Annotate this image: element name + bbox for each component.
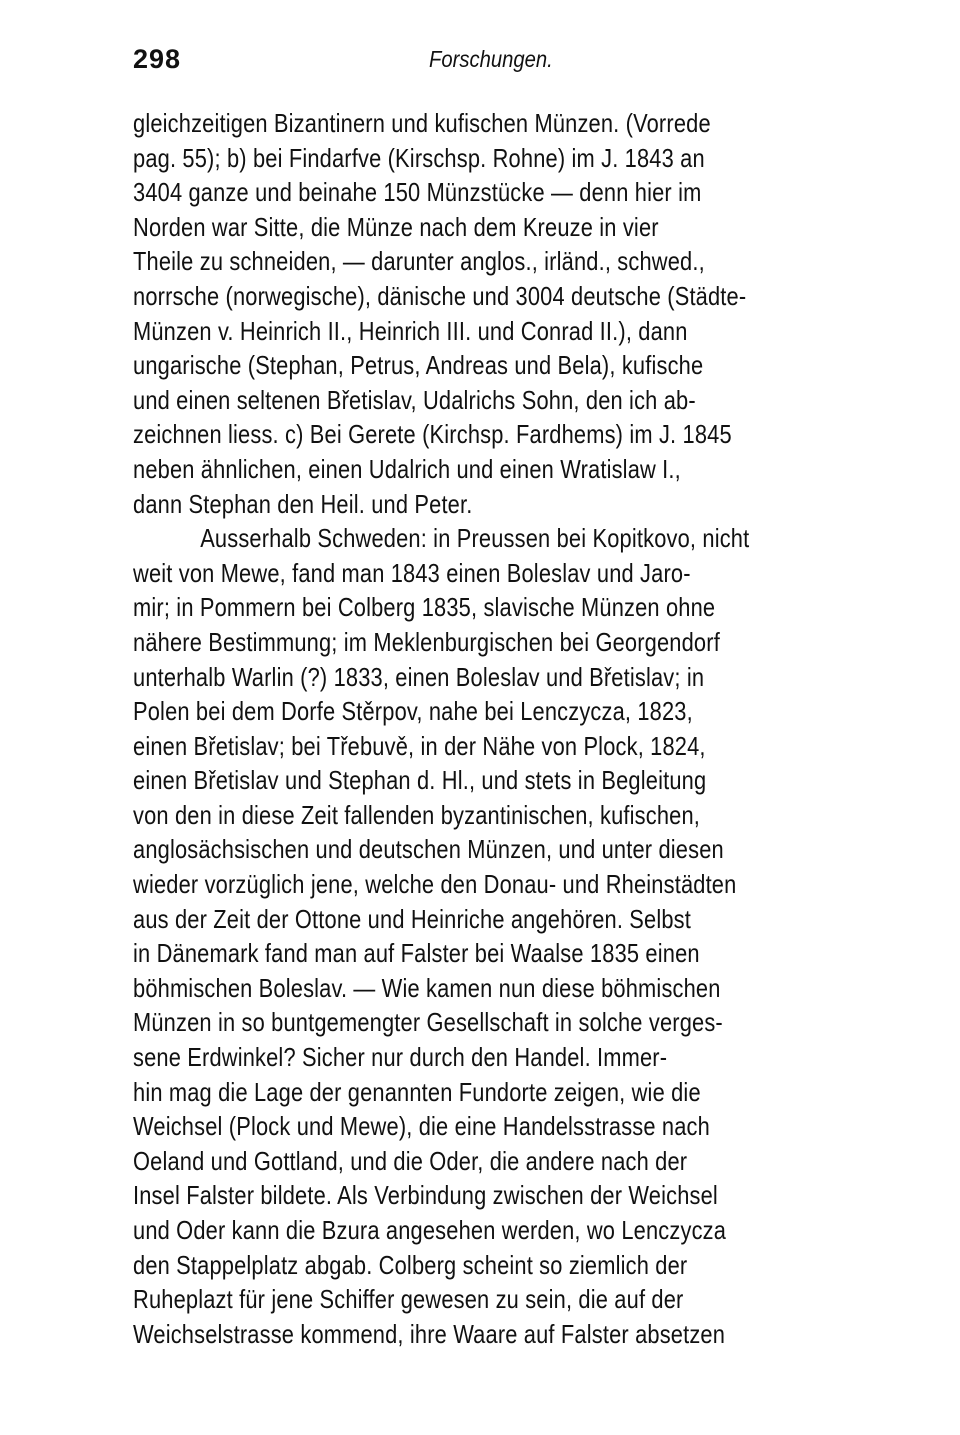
- text-line: Ruheplazt für jene Schiffer gewesen zu sein, die auf der: [133, 1284, 684, 1315]
- text-line: mir; in Pommern bei Colberg 1835, slavische Münzen ohne: [133, 592, 716, 623]
- paragraph-start-line: Ausserhalb Schweden: in Preussen bei Kopitkovo, nicht: [200, 523, 750, 554]
- text-line: aus der Zeit der Ottone und Heinriche angehören. Selbst: [133, 903, 692, 934]
- page-number: 298: [133, 44, 182, 74]
- text-line: in Dänemark fand man auf Falster bei Waalse 1835 einen: [133, 938, 700, 969]
- text-line: neben ähnlichen, einen Udalrich und einen Wratislaw I.,: [133, 453, 681, 484]
- text-line: und Oder kann die Bzura angesehen werden, wo Lenczycza: [133, 1215, 727, 1245]
- text-line: weit von Mewe, fand man 1843 einen Boleslav und Jaro-: [133, 557, 691, 588]
- text-line: Theile zu schneiden, — darunter anglos., irländ., schwed.,: [133, 246, 705, 277]
- text-line: Polen bei dem Dorfe Stěrpov, nahe bei Lenczycza, 1823,: [133, 696, 693, 727]
- text-line: anglosächsischen und deutschen Münzen, und unter diesen: [133, 834, 724, 865]
- text-line: 3404 ganze und beinahe 150 Münzstücke — denn hier im: [133, 177, 702, 208]
- text-line: unterhalb Warlin (?) 1833, einen Boleslav und Břetislav; in: [133, 661, 705, 692]
- text-line: gleichzeitigen Bizantinern und kufischen Münzen. (Vorrede: [133, 108, 711, 138]
- text-line: norrsche (norwegische), dänische und 3004 deutsche (Städte-: [133, 280, 747, 311]
- text-line: Oeland und Gottland, und die Oder, die andere nach der: [133, 1145, 688, 1176]
- text-line: pag. 55); b) bei Findarfve (Kirschsp. Rohne) im J. 1843 an: [133, 142, 705, 173]
- text-line: Insel Falster bildete. Als Verbindung zwischen der Weichsel: [133, 1180, 718, 1211]
- text-line: Münzen v. Heinrich II., Heinrich III. und Conrad II.), dann: [133, 315, 688, 346]
- text-line: Münzen in so buntgemengter Gesellschaft in solche verges-: [133, 1007, 723, 1038]
- text-line: böhmischen Boleslav. — Wie kamen nun diese böhmischen: [133, 972, 721, 1003]
- text-line: Norden war Sitte, die Münze nach dem Kreuze in vier: [133, 211, 659, 242]
- page-header: [133, 44, 838, 80]
- text-line: Weichsel (Plock und Mewe), die eine Handelsstrasse nach: [133, 1111, 710, 1142]
- text-line: einen Břetislav; bei Třebuvě, in der Nähe von Plock, 1824,: [133, 730, 706, 761]
- text-line: wieder vorzüglich jene, welche den Donau- und Rheinstädten: [133, 869, 737, 900]
- text-line: dann Stephan den Heil. und Peter.: [133, 488, 473, 519]
- text-line: Weichselstrasse kommend, ihre Waare auf Falster absetzen: [133, 1318, 726, 1349]
- body-text: [133, 106, 838, 1351]
- text-line: zeichnen liess. c) Bei Gerete (Kirchsp. Fardhems) im J. 1845: [133, 419, 732, 450]
- text-line: hin mag die Lage der genannten Fundorte zeigen, wie die: [133, 1076, 701, 1107]
- text-line: ungarische (Stephan, Petrus, Andreas und Bela), kufische: [133, 350, 704, 381]
- text-line: den Stappelplatz abgab. Colberg scheint so ziemlich der: [133, 1249, 688, 1280]
- text-line: von den in diese Zeit fallenden byzantinischen, kufischen,: [133, 799, 701, 830]
- text-line: nähere Bestimmung; im Meklenburgischen bei Georgendorf: [133, 626, 720, 657]
- text-line: sene Erdwinkel? Sicher nur durch den Handel. Immer-: [133, 1042, 668, 1073]
- text-line: einen Břetislav und Stephan d. Hl., und stets in Begleitung: [133, 765, 707, 796]
- running-head: Forschungen.: [429, 46, 553, 72]
- text-line: und einen seltenen Břetislav, Udalrichs Sohn, den ich ab-: [133, 384, 696, 415]
